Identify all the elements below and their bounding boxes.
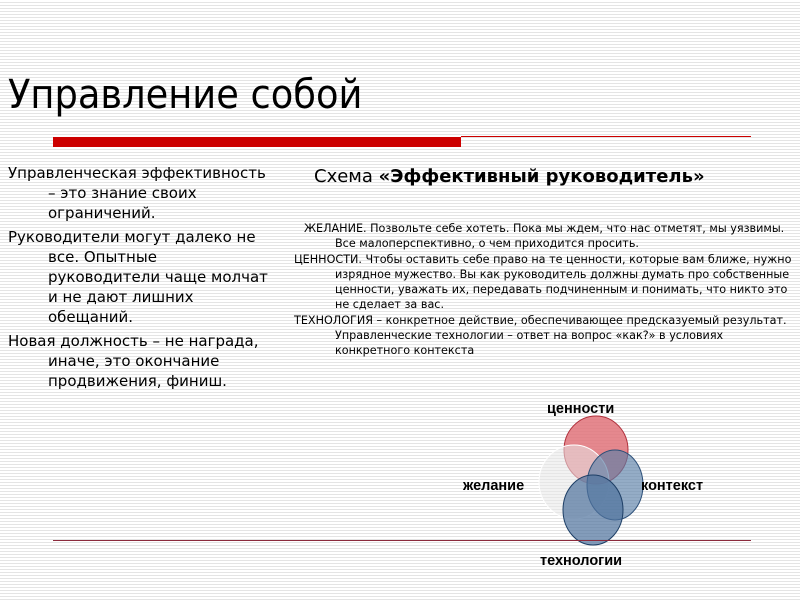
diagram-label-technology: технологии [540, 553, 623, 569]
diagram-label-values: ценности [547, 401, 615, 417]
diagram-label-context: контекст [641, 478, 704, 494]
schema-paragraph-values: ЦЕННОСТИ. Чтобы оставить себе право на те ценности, которые вам ближе, нужно изрядное мужество. Вы как руководитель должны думать про собственные ценности, уважать их, передавать подчиненным и понимать, что никто это не сделает за вас. [294, 253, 792, 311]
schema-body [294, 221, 799, 359]
title-underline-thin [461, 136, 751, 137]
schema-paragraph-technology: ТЕХНОЛОГИЯ – конкретное действие, обеспечивающее предсказуемый результат. Управленческие технологии – ответ на вопрос «как?» в условиях конкретного контекста [294, 314, 787, 357]
venn-diagram [450, 390, 750, 580]
bullet-item: Управленческая эффективность – это знание своих ограничений. [8, 164, 266, 222]
bottom-divider [53, 540, 751, 541]
schema-title [314, 166, 705, 187]
bullet-item: Новая должность – не награда, иначе, это окончание продвижения, финиш. [8, 332, 259, 390]
title-underline-thick [53, 137, 461, 147]
schema-paragraph-desire: ЖЕЛАНИЕ. Позвольте себе хотеть. Пока мы ждем, что нас отметят, мы уязвимы. Все малоперспективно, о чем приходится просить. [304, 222, 785, 250]
schema-title-prefix: Схема [314, 166, 379, 187]
slide-title: Управление собой [8, 72, 363, 118]
bullet-item: Руководители могут далеко не все. Опытные руководители чаще молчат и не дают лишних обещаний. [8, 228, 268, 326]
left-bullet-list [8, 163, 273, 395]
diagram-label-desire: желание [463, 478, 525, 494]
schema-title-bold: «Эффективный руководитель» [378, 166, 705, 187]
